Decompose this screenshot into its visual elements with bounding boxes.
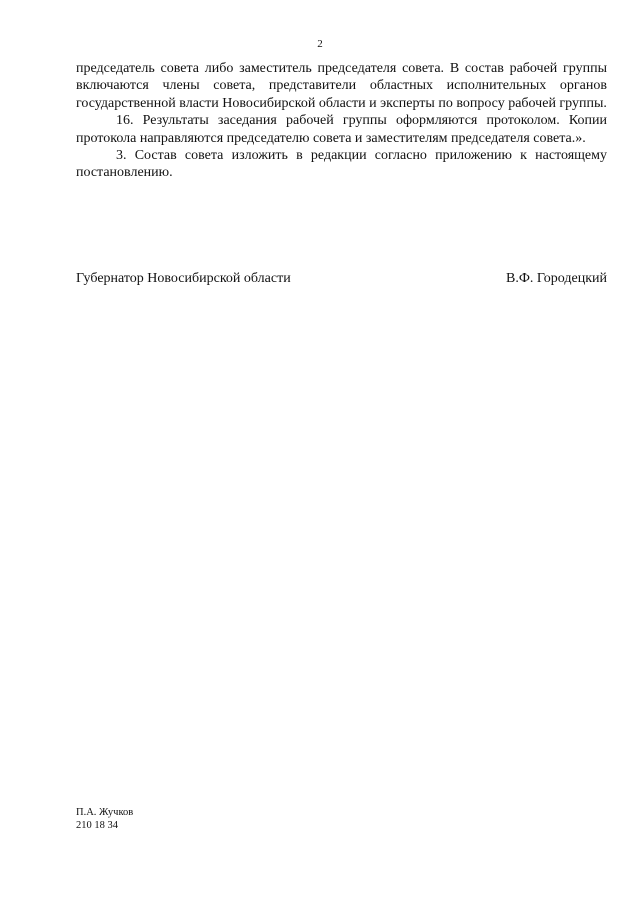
signatory-position: Губернатор Новосибирской области [76,271,291,286]
signatory-name: В.Ф. Городецкий [506,271,607,286]
paragraph-continuation: председатель совета либо заместитель председателя совета. В состав рабочей группы включаются члены совета, представители областных исполнительных органов государственной власти Новосибирской области и эксперты по вопросу рабочей группы. [76,61,607,111]
executor-phone: 210 18 34 [76,820,118,831]
paragraph-item-3: 3. Состав совета изложить в редакции согласно приложению к настоящему постановлению. [76,148,607,181]
document-body [76,60,607,182]
page-number: 2 [317,38,323,50]
signature-block [76,271,607,287]
executor-name: П.А. Жучков [76,807,134,818]
paragraph-item-16: 16. Результаты заседания рабочей группы оформляются протоколом. Копии протокола направляются председателю совета и заместителям председателя совета.». [76,113,607,146]
footer-contact [76,806,133,832]
